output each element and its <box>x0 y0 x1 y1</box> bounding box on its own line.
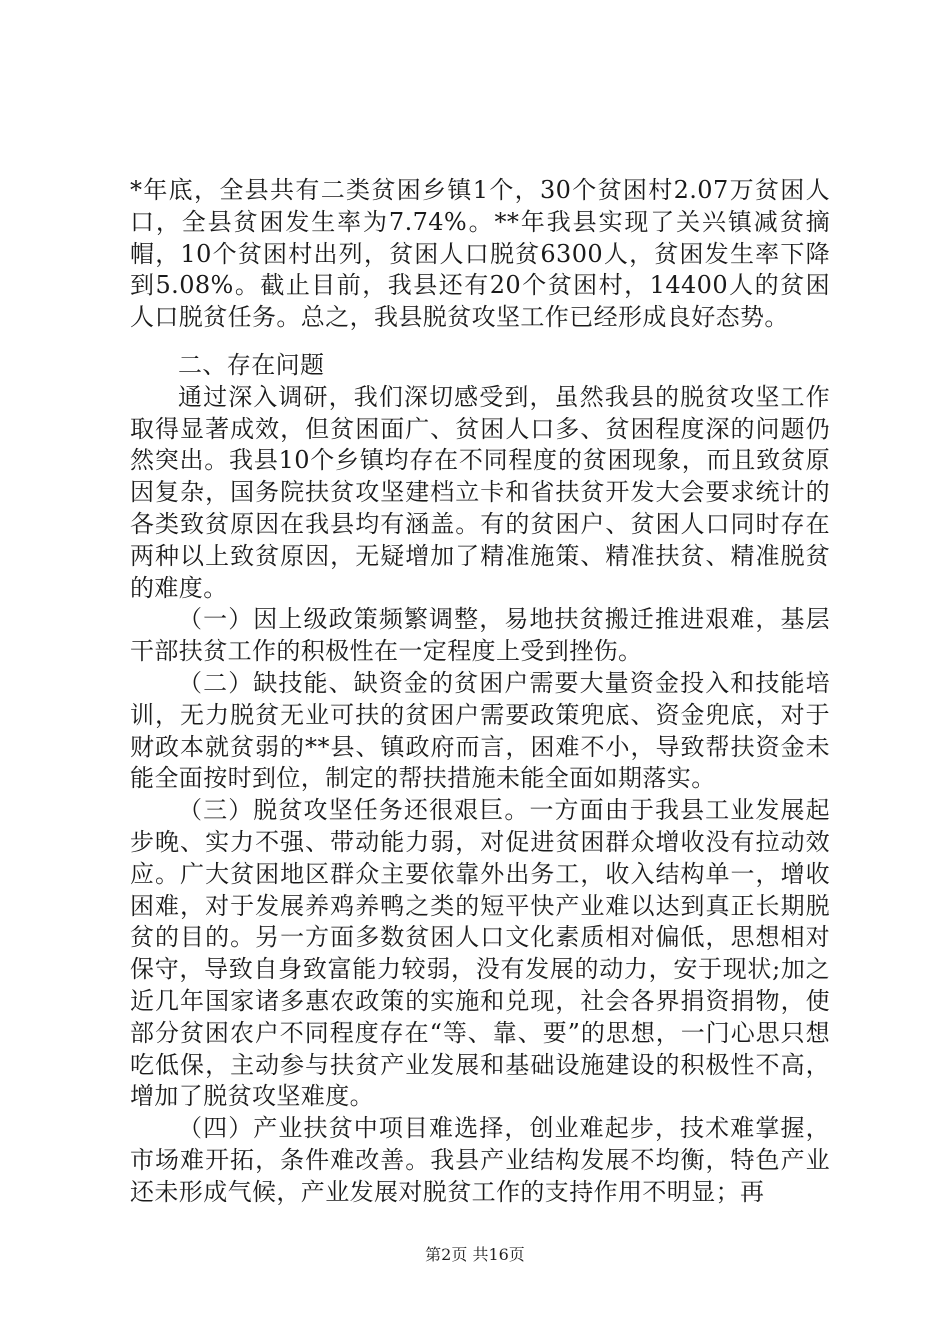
list-item: （三）脱贫攻坚任务还很艰巨。一方面由于我县工业发展起步晚、实力不强、带动能力弱，对促进贫困群众增收没有拉动效应。广大贫困地区群众主要依靠外出务工，收入结构单一，增收困难，对于发展养鸡养鸭之类的短平快产业难以达到真正长期脱贫的目的。另一方面多数贫困人口文化素质相对偏低，思想相对保守，导致自身致富能力较弱，没有发展的动力，安于现状;加之近几年国家诸多惠农政策的实施和兑现，社会各界捐资捐物，使部分贫困农户不同程度存在“等、靠、要”的思想，一门心思只想吃低保，主动参与扶贫产业发展和基础设施建设的积极性不高，增加了脱贫攻坚难度。 <box>130 796 830 1111</box>
paragraph-intro: 通过深入调研，我们深切感受到，虽然我县的脱贫攻坚工作取得显著成效，但贫困面广、贫困人口多、贫困程度深的问题仍然突出。我县10个乡镇均存在不同程度的贫困现象，而且致贫原因复杂，国务院扶贫攻坚建档立卡和省扶贫开发大会要求统计的各类致贫原因在我县均有涵盖。有的贫困户、贫困人口同时存在两种以上致贫原因，无疑增加了精准施策、精准扶贫、精准脱贫的难度。 <box>130 382 830 602</box>
list-item: （四）产业扶贫中项目难选择，创业难起步，技术难掌握，市场难开拓，条件难改善。我县产业结构发展不均衡，特色产业还未形成气候，产业发展对脱贫工作的支持作用不明显；再 <box>130 1114 830 1206</box>
list-item: （一）因上级政策频繁调整，易地扶贫搬迁推进艰难，基层干部扶贫工作的积极性在一定程度上受到挫伤。 <box>130 605 830 666</box>
section-heading: 二、存在问题 <box>178 350 325 379</box>
page-number: 第2页 共16页 <box>425 1245 525 1264</box>
list-item: （二）缺技能、缺资金的贫困户需要大量资金投入和技能培训，无力脱贫无业可扶的贫困户需要政策兜底、资金兜底，对于财政本就贫弱的**县、镇政府而言，困难不小，导致帮扶资金未能全面按时到位，制定的帮扶措施未能全面如期落实。 <box>130 668 830 793</box>
paragraph-summary: *年底，全县共有二类贫困乡镇1个，30个贫困村2.07万贫困人口，全县贫困发生率为7.74%。**年我县实现了关兴镇减贫摘帽，10个贫困村出列，贫困人口脱贫6300人，贫困发生率下降到5.08%。截止目前，我县还有20个贫困村，14400人的贫困人口脱贫任务。总之，我县脱贫攻坚工作已经形成良好态势。 <box>130 176 830 332</box>
document-body <box>130 175 830 1209</box>
